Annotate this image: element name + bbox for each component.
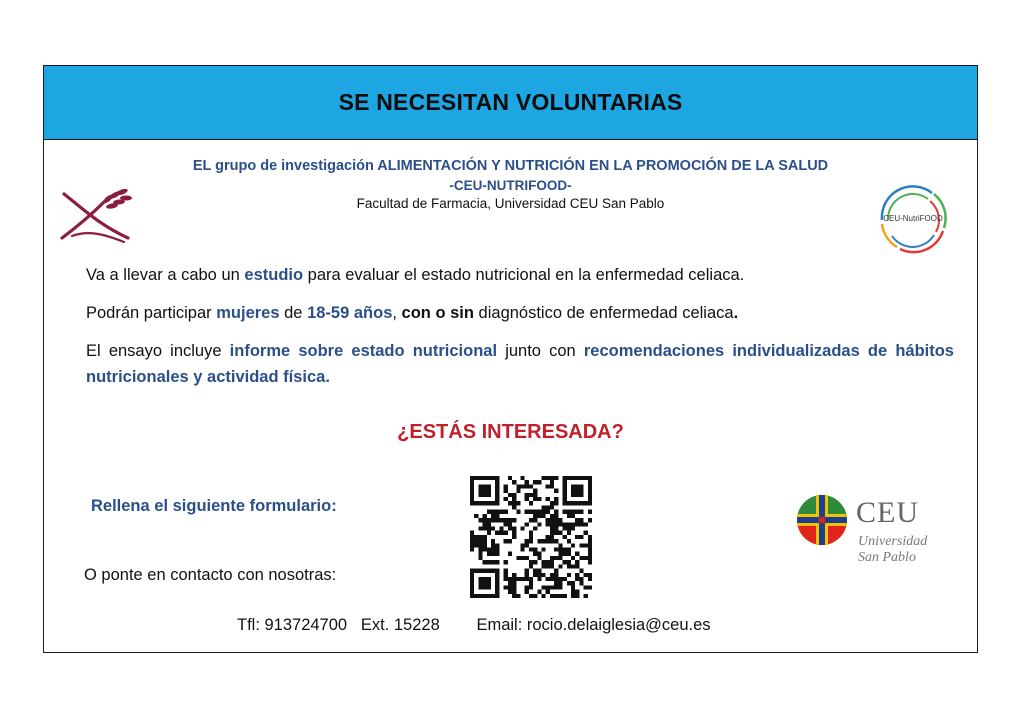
phone-extension: Ext. 15228: [360, 616, 440, 634]
text-span: para evaluar el estado nutricional en la enfermedad celiaca.: [303, 266, 745, 284]
highlight-age-range: 18-59 años: [307, 304, 393, 322]
nutrifood-logo-text: CEU-NutriFOOD: [883, 214, 943, 223]
paragraph-participants: [86, 300, 954, 326]
email-address[interactable]: Email: rocio.delaiglesia@ceu.es: [476, 616, 711, 634]
ceu-wordmark: CEU: [856, 496, 919, 529]
contact-footer: [237, 616, 711, 635]
banner-title: SE NECESITAN VOLUNTARIAS: [338, 89, 683, 115]
text-span: .: [733, 304, 739, 322]
text-span: Va a llevar a cabo un: [86, 266, 245, 284]
text-span: junto con: [497, 342, 584, 360]
contact-label: O ponte en contacto con nosotras:: [84, 566, 337, 584]
highlight-report: informe sobre estado nutricional: [229, 342, 498, 360]
text-span: El ensayo incluye: [86, 342, 230, 360]
text-span: diagnóstico de enfermedad celiaca: [473, 304, 734, 322]
highlight-recommendations: recomendaciones individualizadas de hábitos nutricionales y actividad física.: [86, 342, 954, 386]
research-group-acronym: -CEU-NUTRIFOOD-: [449, 178, 572, 193]
ceu-cross-icon: [794, 492, 850, 548]
research-group-name: EL grupo de investigación ALIMENTACIÓN Y NUTRICIÓN EN LA PROMOCIÓN DE LA SALUD: [192, 158, 829, 174]
nutrifood-logo: [870, 184, 956, 256]
ceu-subtitle: [858, 534, 927, 566]
text-span: ,: [392, 304, 402, 322]
ceu-subtitle-line1: Universidad: [858, 534, 928, 549]
ceu-subtitle-line2: San Pablo: [858, 550, 916, 565]
text-span: de: [279, 304, 308, 322]
paragraph-includes: [86, 338, 954, 390]
highlight-women: mujeres: [216, 304, 280, 322]
highlight-with-or-without: con o sin: [401, 304, 474, 322]
faculty-line: Facultad de Farmacia, Universidad CEU San Pablo: [356, 196, 665, 211]
text-span: Podrán participar: [86, 304, 217, 322]
interest-question: ¿ESTÁS INTERESADA?: [397, 421, 624, 443]
banner: [44, 66, 977, 140]
ceu-university-logo: [794, 488, 954, 570]
paragraph-study: [86, 262, 954, 288]
flyer: [43, 65, 978, 653]
highlight-study: estudio: [244, 266, 304, 284]
form-label: Rellena el siguiente formulario:: [91, 497, 337, 515]
qr-code-icon[interactable]: [470, 476, 592, 598]
phone-number: Tfl: 913724700: [237, 616, 348, 634]
research-group-header: [44, 158, 977, 211]
